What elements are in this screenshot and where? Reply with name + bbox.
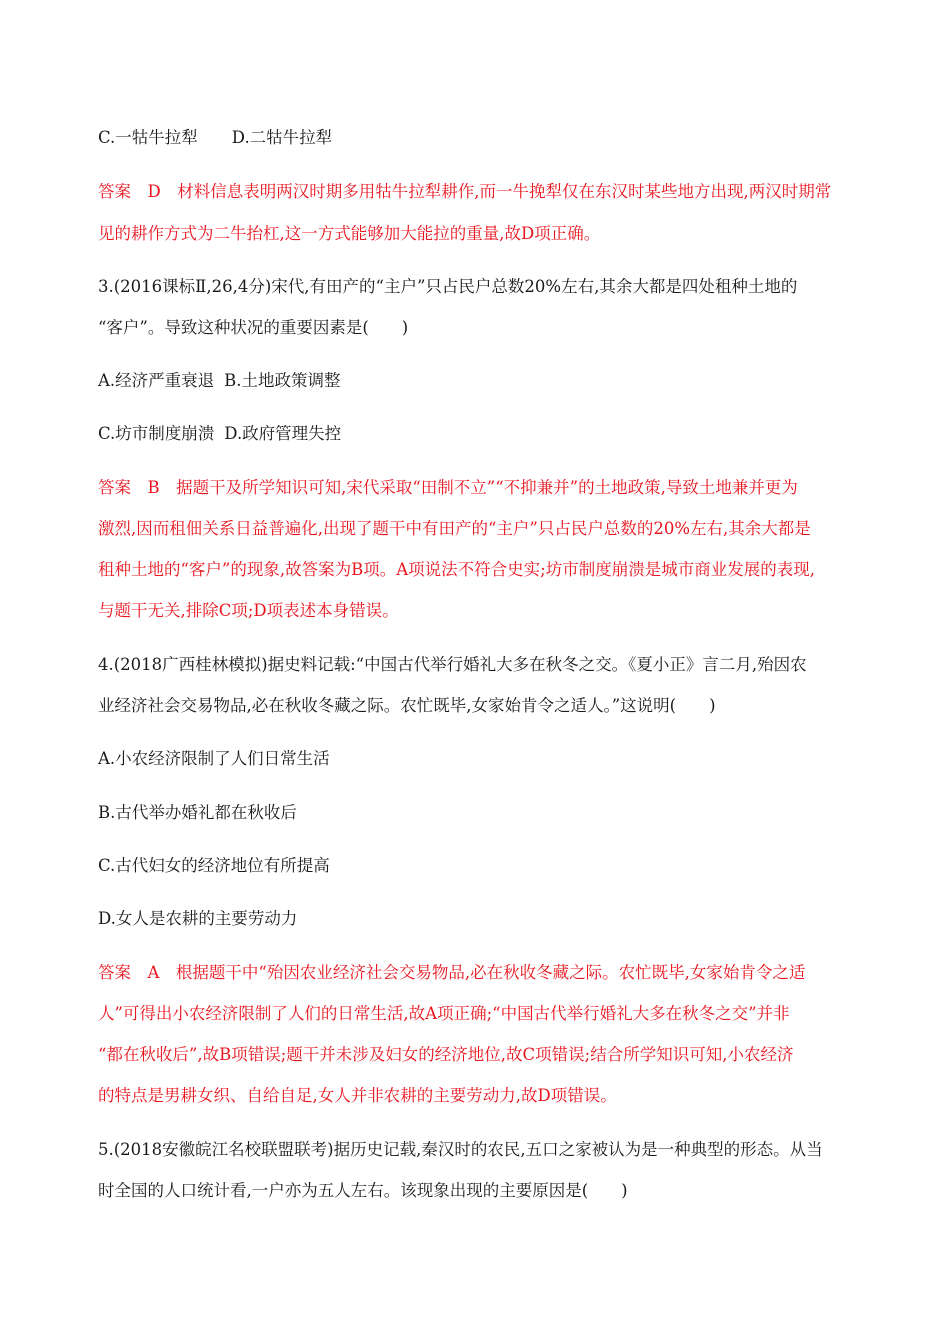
q4-option-a: A.小农经济限制了人们日常生活 [98, 749, 330, 768]
q3-option-d: D.政府管理失控 [224, 424, 342, 443]
q4-answer-line-1: 答案 A 根据题干中“殆因农业经济社会交易物品,必在秋收冬藏之际。农忙既毕,女家始肯令之适 [98, 963, 806, 982]
q2-answer-line-2: 见的耕作方式为二牛抬杠,这一方式能够加大能拉的重量,故D项正确。 [98, 224, 601, 243]
q4-answer-line-3: “都在秋收后”,故B项错误;题干并未涉及妇女的经济地位,故C项错误;结合所学知识可知,小农经济 [98, 1045, 794, 1064]
q5-stem-line-1: 5.(2018安徽皖江名校联盟联考)据历史记载,秦汉时的农民,五口之家被认为是一种典型的形态。从当 [98, 1140, 823, 1159]
q4-answer-line-4: 的特点是男耕女织、自给自足,女人并非农耕的主要劳动力,故D项错误。 [98, 1086, 617, 1105]
q2-options-cd [98, 126, 332, 150]
q3-option-b: B.土地政策调整 [224, 371, 341, 390]
q3-options-cd [98, 422, 341, 446]
q4-answer-line-2: 人”可得出小农经济限制了人们的日常生活,故A项正确;“中国古代举行婚礼大多在秋冬之交”并非 [98, 1004, 790, 1023]
q3-option-a: A.经济严重衰退 [98, 371, 215, 390]
q3-answer-line-4: 与题干无关,排除C项;D项表述本身错误。 [98, 601, 399, 620]
q3-answer-line-1: 答案 B 据题干及所学知识可知,宋代采取“田制不立”“不抑兼并”的土地政策,导致土地兼并更为 [98, 478, 798, 497]
q4-option-d: D.女人是农耕的主要劳动力 [98, 909, 298, 928]
q5-stem-line-2: 时全国的人口统计看,一户亦为五人左右。该现象出现的主要原因是( ) [98, 1181, 628, 1200]
q2-option-c: C.一牯牛拉犁 [98, 128, 198, 147]
q4-stem-line-1: 4.(2018广西桂林模拟)据史料记载:“中国古代举行婚礼大多在秋冬之交。《夏小正》言二月,殆因农 [98, 655, 807, 674]
q3-option-c: C.坊市制度崩溃 [98, 424, 215, 443]
q2-answer-line-1: 答案 D 材料信息表明两汉时期多用牯牛拉犁耕作,而一牛挽犁仅在东汉时某些地方出现,两汉时期常 [98, 182, 832, 201]
q3-stem-line-1: 3.(2016课标Ⅱ,26,4分)宋代,有田产的“主户”只占民户总数20%左右,其余大都是四处租种土地的 [98, 277, 798, 296]
q3-stem-line-2: “客户”。导致这种状况的重要因素是( ) [98, 318, 409, 337]
q4-stem-line-2: 业经济社会交易物品,必在秋收冬藏之际。农忙既毕,女家始肯令之适人。”这说明( ) [98, 696, 716, 715]
q3-answer-line-3: 租种土地的“客户”的现象,故答案为B项。A项说法不符合史实;坊市制度崩溃是城市商业发展的表现, [98, 560, 815, 579]
q4-option-c: C.古代妇女的经济地位有所提高 [98, 856, 330, 875]
q3-options-ab [98, 369, 341, 393]
q4-option-b: B.古代举办婚礼都在秋收后 [98, 803, 297, 822]
q2-option-d: D.二牯牛拉犁 [231, 128, 333, 147]
q3-answer-line-2: 激烈,因而租佃关系日益普遍化,出现了题干中有田产的“主户”只占民户总数的20%左右,其余大都是 [98, 519, 811, 538]
